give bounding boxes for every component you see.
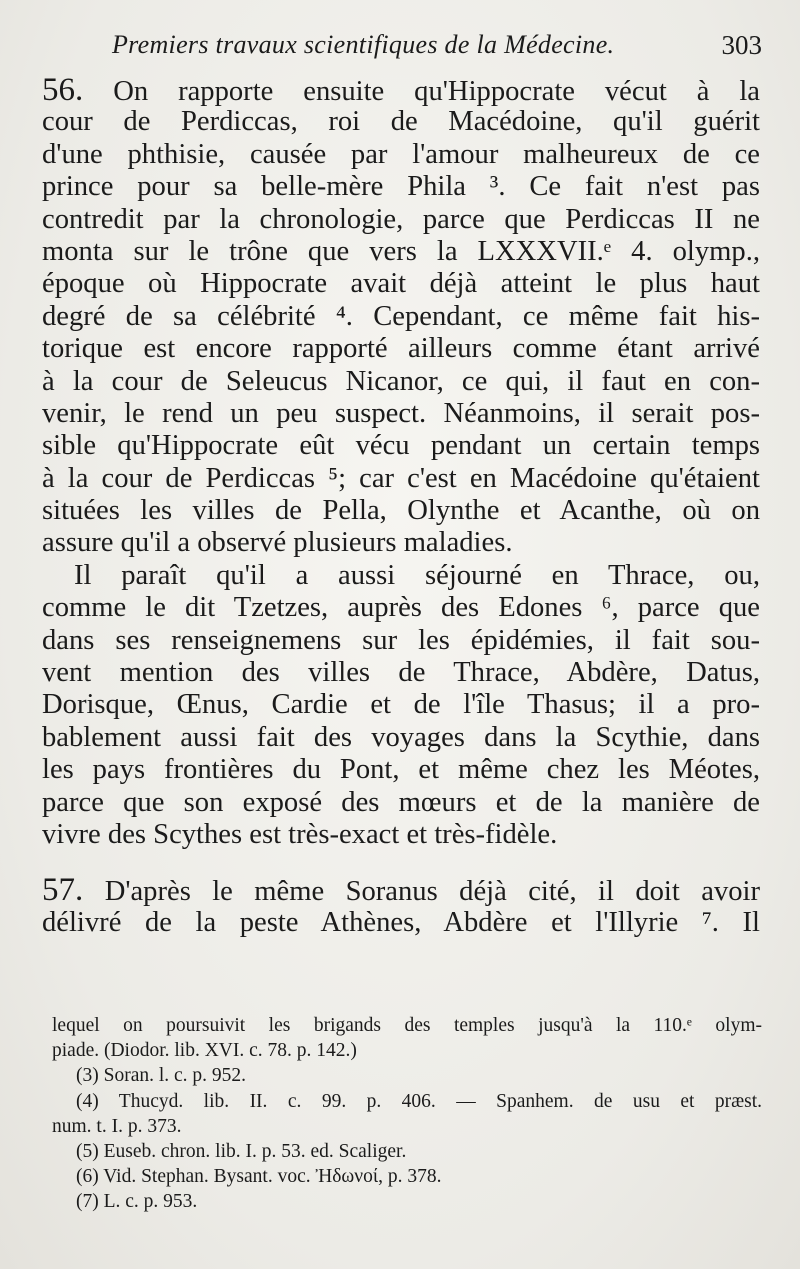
text-line: d'une phthisie, causée par l'amour malheureux de ce xyxy=(42,138,760,170)
text-line: dans ses renseignemens sur les épidémies, il fait sou- xyxy=(42,624,760,656)
text-line: assure qu'il a observé plusieurs maladies. xyxy=(42,527,513,559)
section-57-number: 57. xyxy=(42,872,84,909)
text-line: Il paraît qu'il a aussi séjourné en Thrace, ou, xyxy=(74,559,760,591)
text-line: torique est encore rapporté ailleurs comme étant arrivé xyxy=(42,333,760,365)
body-text xyxy=(42,74,760,939)
footnote-line: lequel on poursuivit les brigands des temples jusqu'à la 110.ᵉ olym- xyxy=(52,1015,762,1036)
text-line: époque où Hippocrate avait déjà atteint le plus haut xyxy=(42,268,760,300)
running-title: Premiers travaux scientifiques de la Médecine. xyxy=(112,30,615,59)
text-line: délivré de la peste Athènes, Abdère et l'Illyrie ⁷. Il xyxy=(42,906,760,938)
text-line: prince pour sa belle-mère Phila ³. Ce fait n'est pas xyxy=(42,171,760,203)
text-line: venir, le rend un peu suspect. Néanmoins, il serait pos- xyxy=(42,397,760,429)
text-line: parce que son exposé des mœurs et de la manière de xyxy=(42,786,760,818)
text-line: cour de Perdiccas, roi de Macédoine, qu'il guérit xyxy=(42,106,760,138)
text-line: vent mention des villes de Thrace, Abdère, Datus, xyxy=(42,657,760,689)
text-line: situées les villes de Pella, Olynthe et Acanthe, où on xyxy=(42,495,760,527)
text-line: monta sur le trône que vers la LXXXVII.ᵉ 4. olymp., xyxy=(42,235,760,267)
footnote-line: num. t. I. p. 373. xyxy=(52,1115,182,1137)
footnote-5: (5) Euseb. chron. lib. I. p. 53. ed. Scaliger. xyxy=(76,1140,407,1162)
text-line: On rapporte ensuite qu'Hippocrate vécut à la xyxy=(113,76,760,107)
section-56-number: 56. xyxy=(42,72,84,108)
text-line: degré de sa célébrité ⁴. Cependant, ce même fait his- xyxy=(42,300,760,332)
footnotes xyxy=(52,1013,762,1215)
section-56-line-1 xyxy=(42,74,760,106)
text-line: les pays frontières du Pont, et même chez les Méotes, xyxy=(42,754,760,786)
text-line: Dorisque, Œnus, Cardie et de l'île Thasus; il a pro- xyxy=(42,689,760,721)
footnote-4: (4) Thucyd. lib. II. c. 99. p. 406. — Spanhem. de usu et præst. xyxy=(76,1090,762,1112)
section-gap xyxy=(42,851,760,874)
text-line: contredit par la chronologie, parce que Perdiccas II ne xyxy=(42,203,760,235)
page-number: 303 xyxy=(721,30,762,60)
text-line: à la cour de Seleucus Nicanor, ce qui, il faut en con- xyxy=(42,365,760,397)
text-line: à la cour de Perdiccas ⁵; car c'est en Macédoine qu'étaient xyxy=(42,462,760,494)
section-57-line-1 xyxy=(42,872,760,909)
text-line: sible qu'Hippocrate eût vécu pendant un certain temps xyxy=(42,430,760,462)
footnote-line: piade. (Diodor. lib. XVI. c. 78. p. 142.) xyxy=(52,1040,357,1062)
footnote-6: (6) Vid. Stephan. Bysant. voc. Ἠδωνοί, p. 378. xyxy=(76,1166,442,1188)
text-line: D'après le même Soranus déjà cité, il doit avoir xyxy=(104,876,760,908)
text-line: vivre des Scythes est très-exact et très-fidèle. xyxy=(42,818,558,850)
footnote-7: (7) L. c. p. 953. xyxy=(76,1191,198,1213)
running-head xyxy=(112,30,762,70)
text-line: bablement aussi fait des voyages dans la Scythie, dans xyxy=(42,721,760,753)
footnote-3: (3) Soran. l. c. p. 952. xyxy=(76,1065,247,1087)
text-line: comme le dit Tzetzes, auprès des Edones ⁶, parce que xyxy=(42,592,760,624)
